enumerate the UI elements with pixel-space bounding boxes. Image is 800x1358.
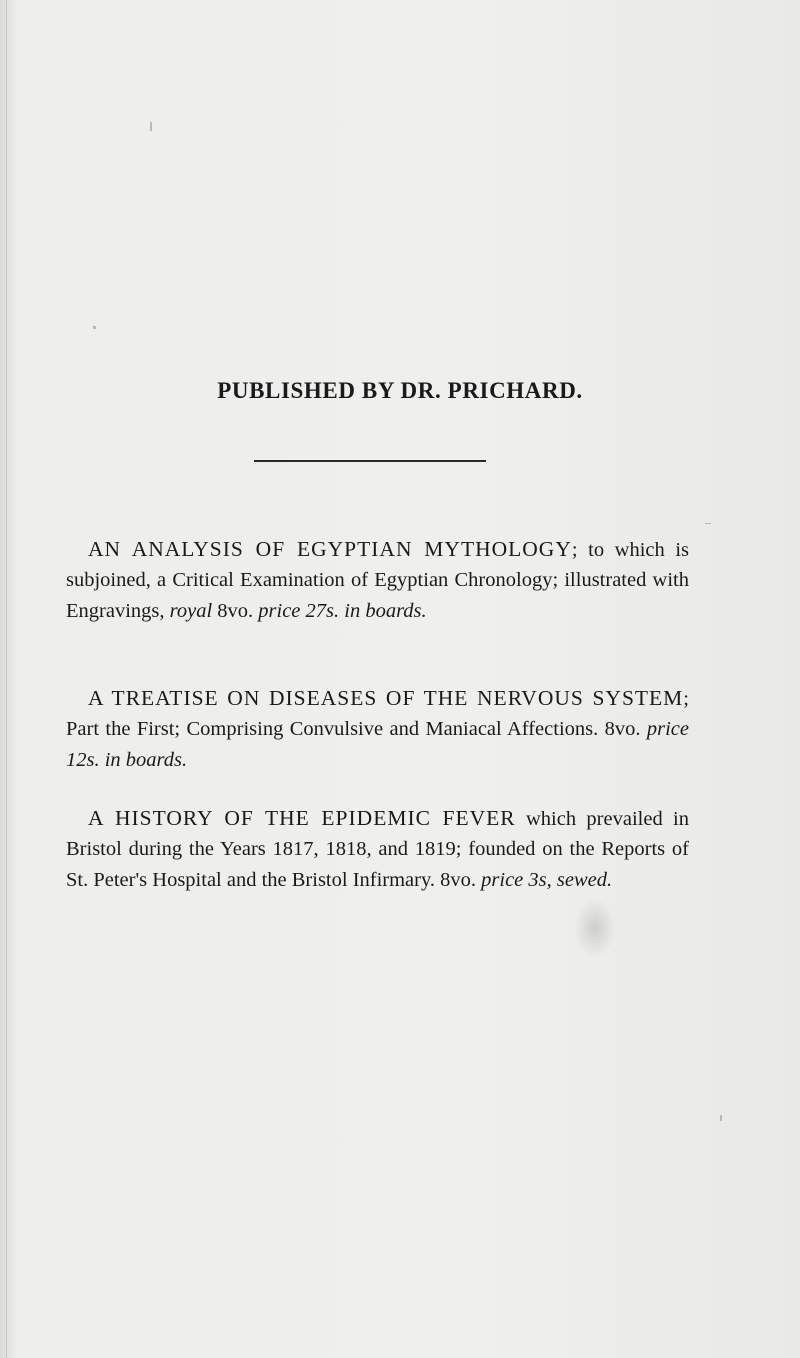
book-price: 27s. <box>300 599 345 622</box>
book-description: ; to which is subjoined, a Critical Examination of Egyptian Chronology; illustrated with Engravings, <box>66 538 690 622</box>
book-binding: in boards. <box>104 748 188 771</box>
book-binding: in boards. <box>344 599 427 622</box>
book-title: A TREATISE ON DISEASES OF THE NERVOUS SYSTEM <box>88 685 684 710</box>
paper-speck <box>150 122 152 131</box>
book-entry-nervous-diseases <box>66 683 689 776</box>
book-title: AN ANALYSIS OF EGYPTIAN MYTHOLOGY <box>88 536 572 561</box>
book-size: 8vo. <box>212 599 259 622</box>
book-description: ; Part the First; Comprising Convulsive and Maniacal Affections. 8vo. <box>66 687 689 740</box>
book-price: 12s. <box>66 748 105 771</box>
book-format: royal <box>169 599 213 622</box>
divider-rule <box>254 460 486 462</box>
paper-smudge <box>574 898 616 958</box>
price-label: price <box>646 718 689 740</box>
paper-speck <box>720 1115 722 1121</box>
page-heading: PUBLISHED BY DR. PRICHARD. <box>217 378 583 403</box>
price-label: price <box>258 599 301 622</box>
book-entry-epidemic-fever <box>66 803 689 896</box>
paper-speck <box>93 326 96 329</box>
paper-speck <box>705 523 711 524</box>
book-entry-egyptian-mythology <box>66 534 689 627</box>
book-title: A HISTORY OF THE EPIDEMIC FEVER <box>88 805 516 830</box>
book-price: 3s, <box>523 868 557 891</box>
book-description: which prevailed in Bristol during the Years 1817, 1818, and 1819; founded on the Reports of St. Peter's Hospital and the Bristol Infirmary. 8vo. <box>66 807 689 891</box>
price-label: price <box>481 868 524 891</box>
book-binding: sewed. <box>556 868 613 891</box>
